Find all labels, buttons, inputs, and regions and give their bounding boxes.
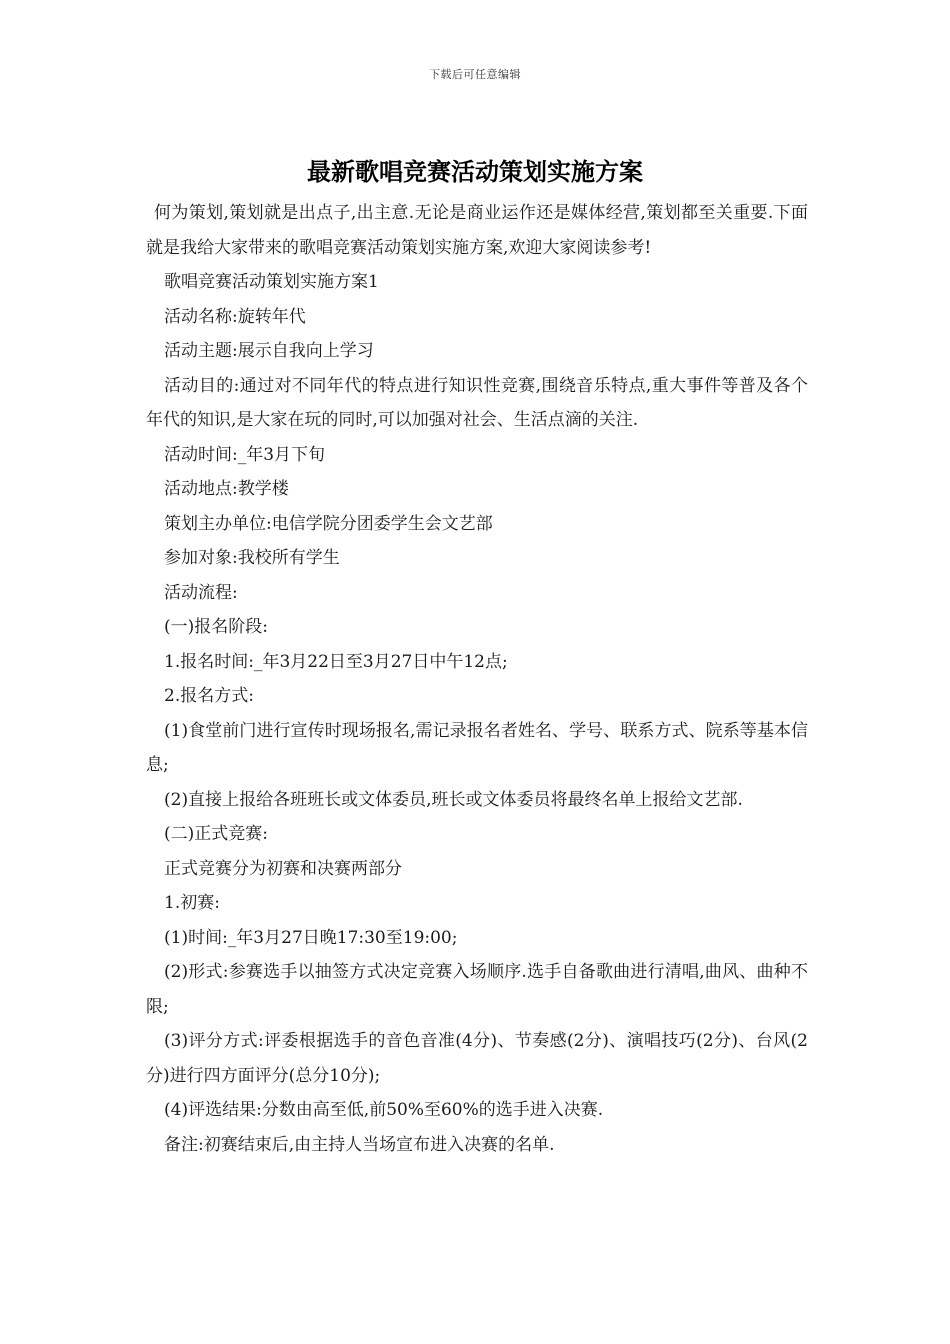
activity-location: 活动地点:教学楼 — [164, 479, 289, 499]
preliminary-heading: 1.初赛: — [164, 893, 220, 913]
section-heading-plan-1: 歌唱竞赛活动策划实施方案1 — [164, 272, 379, 292]
document-body — [146, 196, 808, 1162]
activity-theme: 活动主题:展示自我向上学习 — [164, 341, 374, 361]
page-header-note: 下载后可任意编辑 — [429, 68, 521, 81]
document-title: 最新歌唱竞赛活动策划实施方案 — [307, 157, 643, 186]
registration-method-2: (2)直接上报给各班班长或文体委员,班长或文体委员将最终名单上报给文艺部. — [164, 789, 743, 810]
formal-competition-heading: (二)正式竞赛: — [164, 824, 268, 844]
participants: 参加对象:我校所有学生 — [164, 548, 340, 568]
competition-parts: 正式竞赛分为初赛和决赛两部分 — [164, 858, 402, 879]
organizer: 策划主办单位:电信学院分团委学生会文艺部 — [164, 513, 493, 534]
registration-method-heading: 2.报名方式: — [164, 686, 254, 706]
activity-time: 活动时间:_年3月下旬 — [164, 444, 326, 465]
activity-purpose: 活动目的:通过对不同年代的特点进行知识性竞赛,围绕音乐特点,重大事件等普及各个年代的知识,是大家在玩的同时,可以加强对社会、生活点滴的关注. — [146, 375, 808, 430]
intro-paragraph: 何为策划,策划就是出点子,出主意.无论是商业运作还是媒体经营,策划都至关重要.下面就是我给大家带来的歌唱竞赛活动策划实施方案,欢迎大家阅读参考! — [146, 203, 808, 258]
preliminary-time: (1)时间:_年3月27日晚17:30至19:00; — [164, 927, 458, 948]
activity-process-heading: 活动流程: — [164, 582, 238, 603]
registration-stage-heading: (一)报名阶段: — [164, 617, 268, 637]
preliminary-result: (4)评选结果:分数由高至低,前50%至60%的选手进入决赛. — [164, 1100, 604, 1120]
preliminary-scoring: (3)评分方式:评委根据选手的音色音准(4分)、节奏感(2分)、演唱技巧(2分)、台风(2分)进行四方面评分(总分10分); — [146, 1031, 808, 1086]
preliminary-format: (2)形式:参赛选手以抽签方式决定竞赛入场顺序.选手自备歌曲进行清唱,曲风、曲种不限; — [146, 962, 808, 1017]
activity-name: 活动名称:旋转年代 — [164, 306, 306, 327]
preliminary-remark: 备注:初赛结束后,由主持人当场宣布进入决赛的名单. — [164, 1134, 555, 1155]
registration-method-1: (1)食堂前门进行宣传时现场报名,需记录报名者姓名、学号、联系方式、院系等基本信息; — [146, 720, 808, 775]
registration-time: 1.报名时间:_年3月22日至3月27日中午12点; — [164, 651, 508, 672]
